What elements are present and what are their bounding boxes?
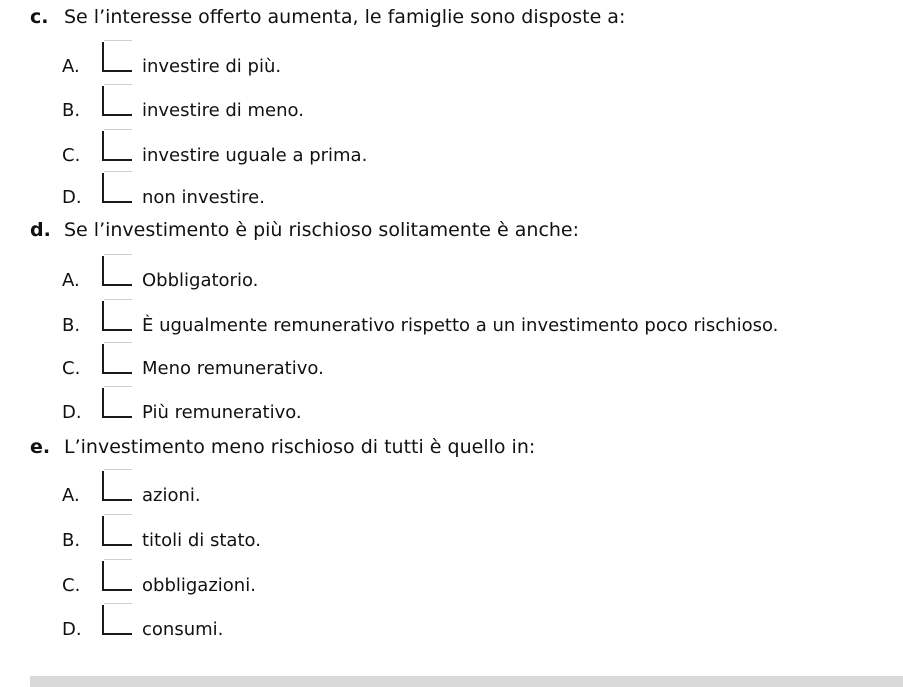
answer-checkbox[interactable] <box>102 131 132 161</box>
option-text: titoli di stato. <box>142 530 261 551</box>
option-text: consumi. <box>142 619 224 640</box>
answer-checkbox[interactable] <box>102 605 132 635</box>
option-text: investire uguale a prima. <box>142 145 368 166</box>
answer-checkbox[interactable] <box>102 256 132 286</box>
option-letter: D. <box>62 187 82 208</box>
option-letter: A. <box>62 270 80 291</box>
question-c <box>30 5 625 29</box>
question-d <box>30 218 579 242</box>
option-letter: C. <box>62 575 81 596</box>
option-letter: D. <box>62 402 82 423</box>
answer-checkbox[interactable] <box>102 388 132 418</box>
answer-checkbox[interactable] <box>102 173 132 203</box>
option-letter: B. <box>62 530 81 551</box>
answer-checkbox[interactable] <box>102 561 132 591</box>
answer-checkbox[interactable] <box>102 301 132 331</box>
option-text: investire di meno. <box>142 100 304 121</box>
bottom-divider-bar <box>30 676 903 687</box>
option-text: obbligazioni. <box>142 575 256 596</box>
option-text: Obbligatorio. <box>142 270 259 291</box>
option-text: È ugualmente remunerativo rispetto a un investimento poco rischioso. <box>142 315 779 336</box>
option-letter: C. <box>62 145 81 166</box>
question-letter: c. <box>30 6 49 28</box>
option-text: Più remunerativo. <box>142 402 302 423</box>
option-letter: A. <box>62 485 80 506</box>
option-text: investire di più. <box>142 56 282 77</box>
option-letter: B. <box>62 315 81 336</box>
option-text: Meno remunerativo. <box>142 358 324 379</box>
answer-checkbox[interactable] <box>102 42 132 72</box>
question-text: Se l’interesse offerto aumenta, le famiglie sono disposte a: <box>64 6 626 28</box>
question-e <box>30 435 535 459</box>
option-text: azioni. <box>142 485 201 506</box>
question-text: L’investimento meno rischioso di tutti è quello in: <box>64 436 536 458</box>
option-letter: A. <box>62 56 80 77</box>
answer-checkbox[interactable] <box>102 344 132 374</box>
option-letter: C. <box>62 358 81 379</box>
answer-checkbox[interactable] <box>102 471 132 501</box>
question-letter: d. <box>30 219 51 241</box>
question-text: Se l’investimento è più rischioso solitamente è anche: <box>64 219 580 241</box>
option-letter: B. <box>62 100 81 121</box>
option-letter: D. <box>62 619 82 640</box>
option-text: non investire. <box>142 187 265 208</box>
answer-checkbox[interactable] <box>102 516 132 546</box>
answer-checkbox[interactable] <box>102 86 132 116</box>
question-letter: e. <box>30 436 51 458</box>
